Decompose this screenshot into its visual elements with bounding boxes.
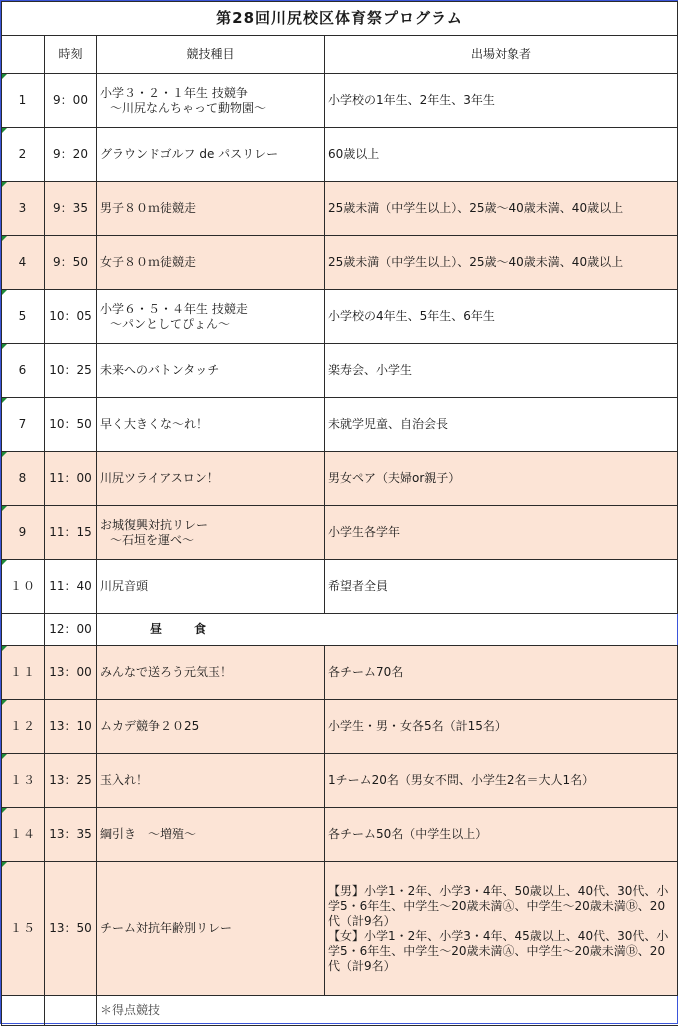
row-target: 小学生・男・女各5名（計15名） <box>325 700 678 754</box>
event-name: 川尻音頭 <box>100 579 149 593</box>
row-time: 9：20 <box>45 128 97 182</box>
footer-empty <box>2 996 45 1026</box>
lunch-number <box>2 614 45 646</box>
footer-note: ＊得点競技 <box>97 996 678 1026</box>
row-time: 10：50 <box>45 398 97 452</box>
program-table <box>1 1 678 1026</box>
row-number: 1 <box>2 74 45 128</box>
row-target: 各チーム50名（中学生以上） <box>325 808 678 862</box>
row-time: 9：00 <box>45 74 97 128</box>
row-time: 11：40 <box>45 560 97 614</box>
row-time: 13：10 <box>45 700 97 754</box>
row-number: １１ <box>2 646 45 700</box>
event-name: 女子８０ｍ徒競走 <box>100 255 197 269</box>
row-event: 綱引き ～増殖～ <box>97 808 325 862</box>
row-event <box>97 344 325 398</box>
row-time: 11：00 <box>45 452 97 506</box>
event-name: お城復興対抗リレー <box>100 517 209 532</box>
row-number: １０ <box>2 560 45 614</box>
row-number: 2 <box>2 128 45 182</box>
row-event <box>97 506 325 560</box>
row-time: 9：50 <box>45 236 97 290</box>
target-men: 【男】小学1・2年、小学3・4年、50歳以上、40代、30代、小学5・6年生、中学生～20歳未満Ⓐ、中学生～20歳未満Ⓑ、20代（計9名） <box>328 883 669 928</box>
table-row <box>2 344 678 398</box>
table-row <box>2 128 678 182</box>
header-no <box>2 36 45 74</box>
header-event: 競技種目 <box>97 36 325 74</box>
row-time: 10：05 <box>45 290 97 344</box>
table-row <box>2 290 678 344</box>
event-subtitle: ～石垣を運べ～ <box>110 532 195 547</box>
row-event <box>97 128 325 182</box>
event-name: 小学３・２・１年生 技競争 <box>100 85 248 100</box>
row-number: １３ <box>2 754 45 808</box>
row-target: 未就学児童、自治会長 <box>325 398 678 452</box>
table-row <box>2 236 678 290</box>
row-target: 希望者全員 <box>325 560 678 614</box>
event-name: 男子８０ｍ徒競走 <box>100 201 197 215</box>
row-event <box>97 560 325 614</box>
row-event: チーム対抗年齢別リレー <box>97 862 325 996</box>
lunch-time: 12：00 <box>45 614 97 646</box>
lunch-label: 昼 食 <box>150 622 217 636</box>
row-number: 9 <box>2 506 45 560</box>
footer-row <box>2 996 678 1026</box>
row-number: 7 <box>2 398 45 452</box>
row-number: 5 <box>2 290 45 344</box>
row-target: 楽寿会、小学生 <box>325 344 678 398</box>
table-row <box>2 560 678 614</box>
row-target: 25歳未満（中学生以上）、25歳～40歳未満、40歳以上 <box>325 182 678 236</box>
row-target <box>325 862 678 996</box>
table-row <box>2 862 678 996</box>
row-time: 13：35 <box>45 808 97 862</box>
row-event <box>97 236 325 290</box>
row-time: 11：15 <box>45 506 97 560</box>
header-target: 出場対象者 <box>325 36 678 74</box>
event-subtitle: ～川尻なんちゃって動物園～ <box>110 100 267 115</box>
row-event <box>97 74 325 128</box>
event-name: 早く大きくな～れ！ <box>100 417 209 431</box>
program-title: 第28回川尻校区体育祭プログラム <box>2 2 678 36</box>
lunch-cell <box>97 614 678 646</box>
row-target: 小学生各学年 <box>325 506 678 560</box>
event-name: グラウンドゴルフ de パスリレー <box>100 147 279 161</box>
table-row <box>2 646 678 700</box>
row-time: 9：35 <box>45 182 97 236</box>
event-name: 川尻ツライアスロン！ <box>100 471 219 485</box>
row-number: １２ <box>2 700 45 754</box>
row-target: 1チーム20名（男女不問、小学生2名＝大人1名） <box>325 754 678 808</box>
table-row <box>2 452 678 506</box>
row-event: ムカデ競争２０25 <box>97 700 325 754</box>
table-row <box>2 398 678 452</box>
row-time: 13：50 <box>45 862 97 996</box>
event-name: 未来へのバトンタッチ <box>100 363 220 377</box>
row-event <box>97 398 325 452</box>
row-time: 13：25 <box>45 754 97 808</box>
row-target: 各チーム70名 <box>325 646 678 700</box>
row-target: 男女ペア（夫婦or親子） <box>325 452 678 506</box>
table-row <box>2 754 678 808</box>
table-row <box>2 700 678 754</box>
table-row <box>2 74 678 128</box>
row-target: 小学校の4年生、5年生、6年生 <box>325 290 678 344</box>
row-number: 6 <box>2 344 45 398</box>
row-event <box>97 290 325 344</box>
row-target: 60歳以上 <box>325 128 678 182</box>
header-time: 時刻 <box>45 36 97 74</box>
row-event: 玉入れ！ <box>97 754 325 808</box>
row-target: 25歳未満（中学生以上）、25歳～40歳未満、40歳以上 <box>325 236 678 290</box>
row-number: 8 <box>2 452 45 506</box>
event-name: 小学６・５・４年生 技競走 <box>100 301 248 316</box>
row-time: 13：00 <box>45 646 97 700</box>
row-time: 10：25 <box>45 344 97 398</box>
table-row <box>2 808 678 862</box>
table-row <box>2 182 678 236</box>
row-number: １４ <box>2 808 45 862</box>
footer-empty <box>45 996 97 1026</box>
row-event <box>97 452 325 506</box>
target-women: 【女】小学1・2年、小学3・4年、45歳以上、40代、30代、小学5・6年生、中学生～20歳未満Ⓐ、中学生～20歳未満Ⓑ、20代（計9名） <box>328 928 669 973</box>
row-event: みんなで送ろう元気玉！ <box>97 646 325 700</box>
row-number: 4 <box>2 236 45 290</box>
row-number: 3 <box>2 182 45 236</box>
event-subtitle: ～パンとしてぴょん～ <box>110 316 231 331</box>
row-target: 小学校の1年生、2年生、3年生 <box>325 74 678 128</box>
table-row <box>2 506 678 560</box>
lunch-row <box>2 614 678 646</box>
row-event <box>97 182 325 236</box>
row-number: １５ <box>2 862 45 996</box>
